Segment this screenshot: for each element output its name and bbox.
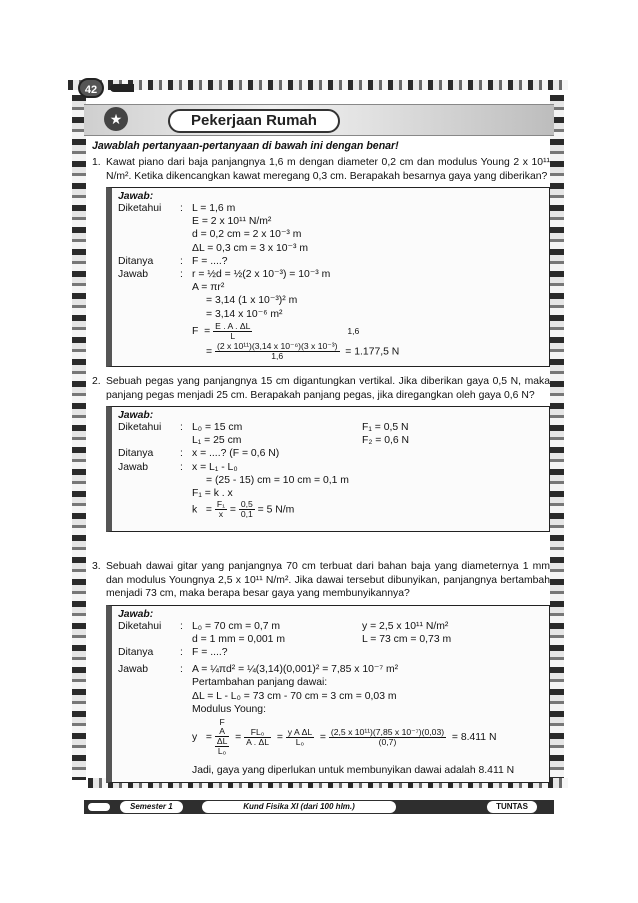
- asked-value: F = ....?: [192, 646, 228, 658]
- label-ditanya: Ditanya: [118, 646, 154, 658]
- question-text: Sebuah dawai gitar yang panjangnya 70 cm terbuat dari bahan baja yang diameternya 1 mm dan modulus Youngnya 2,5 x 10¹¹ N/m². Jika dawai tersebut dibunyikan, panjangnya bertambah menjadi 73 cm, maka berapa besar gaya yang membunyikannya?: [106, 561, 550, 599]
- fraction-numerator: A: [215, 727, 230, 737]
- footer-tuntas: TUNTAS: [486, 800, 538, 814]
- known-value: L₁ = 25 cm: [192, 435, 242, 447]
- force-result: = 1.177,5 N: [345, 346, 400, 358]
- force-formula: [213, 322, 252, 341]
- y-label: y: [192, 731, 198, 743]
- step: A = ¼πd² = ¼(3,14)(0,001)² = 7,85 x 10⁻⁷ m²: [192, 664, 399, 676]
- fraction-denominator: 1,6: [271, 350, 284, 361]
- known-value: E = 2 x 10¹¹ N/m²: [192, 216, 272, 228]
- young-fraction-compound: [215, 718, 230, 756]
- right-border-decoration: [550, 95, 564, 780]
- step: Modulus Young:: [192, 703, 266, 715]
- fraction-numerator: F₁: [216, 499, 225, 510]
- label-jawab: Jawab: [118, 664, 149, 676]
- question-1: [92, 156, 550, 183]
- young-result: = 8.411 N: [451, 731, 497, 743]
- label-ditanya: Ditanya: [118, 255, 154, 267]
- step: A = πr²: [192, 282, 225, 294]
- colon: :: [180, 620, 183, 632]
- label-ditanya: Ditanya: [118, 448, 154, 460]
- k-fraction: [215, 500, 227, 519]
- answer-box-2: Jawab: Diketahui : L₀ = 15 cm F₁ = 0,5 N L₁ = 25 cm F₂ = 0,6 N Ditanya : x = ....? (F = 0,6 N) Jawab : x = L₁ - L₀ = (25 - 15) cm = 10 cm = 0,1 m F₁ = k . x k = $\frac{\text{F₁}}{x}$ = $\frac{0,5}{0,1}$ = 5 N/m: [106, 406, 550, 532]
- colon: :: [180, 422, 183, 433]
- force-substitution: [215, 342, 340, 361]
- question-text: Kawat piano dari baja panjangnya 1,6 m dengan diameter 0,2 cm dan modulus Young 2 x 10¹¹ N/m². Ketika dikencangkan kawat meregang 0,3 cm. Berapakah besarnya gaya yang diberikan?: [106, 157, 550, 182]
- colon: :: [180, 448, 183, 460]
- page-number: 42: [78, 78, 104, 98]
- label-jawab: Jawab: [118, 269, 149, 281]
- known-value: F₁ = 0,5 N: [362, 422, 409, 433]
- k-result: = 5 N/m: [257, 504, 295, 516]
- known-value: d = 0,2 cm = 2 x 10⁻³ m: [192, 229, 302, 241]
- left-border-decoration: [72, 95, 86, 780]
- question-number: 2.: [92, 376, 101, 387]
- content-area: [92, 140, 550, 783]
- star-icon: ★: [104, 107, 128, 131]
- answer-box-1: Jawab: Diketahui : L = 1,6 m E = 2 x 10¹¹ N/m² d = 0,2 cm = 2 x 10⁻³ m ΔL = 0,3 cm = 3 x 10⁻³ m Ditanya : F = ....? Jawab : r = ½d = ½(2 x 10⁻³) = 10⁻³ m A = πr² = 3,14 (1 x 10⁻³)² m = 3,14 x 10⁻⁶ m² F = $\frac{E . A . \Delta L}{L}$ 1,6 = $\frac{\text{(2 x 10¹¹)(3,14 x 10⁻⁶)(3 x 10⁻³)}}{1,6}$ = 1.177,5 N: [106, 187, 550, 367]
- fraction-denominator: 0,1: [240, 509, 253, 520]
- known-value: y = 2,5 x 10¹¹ N/m²: [362, 620, 449, 632]
- question-number: 3.: [92, 561, 101, 572]
- step: = 3,14 (1 x 10⁻³)² m: [206, 295, 298, 307]
- young-fraction-rearranged: [286, 728, 314, 747]
- known-value: L₀ = 70 cm = 0,7 m: [192, 620, 281, 632]
- asked-value: x = ....? (F = 0,6 N): [192, 448, 280, 460]
- label-diketahui: Diketahui: [118, 422, 162, 433]
- colon: :: [180, 664, 183, 676]
- answer-box-3: Jawab: Diketahui : L₀ = 70 cm = 0,7 m y = 2,5 x 10¹¹ N/m² d = 1 mm = 0,001 m L = 73 cm = 0,73 m Ditanya : F = ....? Jawab : A = ¼πd² = ¼(3,14)(0,001)² = 7,85 x 10⁻⁷ m² Pertambahan panjang dawai: ΔL = L - L₀ = 73 cm - 70 cm = 3 cm = 0,03 m Modulus Young: y = F A ΔL L₀ = $\frac{\text{FL₀}}{A . \Delta L}$ = $\frac{\text{y A ΔL}}{\text{L₀}}$ = $\frac{\text{(2,5 x 10¹¹)(7,85 x 10⁻⁷)(0,03)}}{(0,7)}$ = 8.411 N Jadi, gaya yang diperlukan untuk membunyikan dawai adalah 8.411 N: [106, 605, 550, 783]
- step: F₁ = k . x: [192, 488, 233, 500]
- label-diketahui: Diketahui: [118, 203, 162, 214]
- fraction-denominator: A . ΔL: [246, 736, 270, 747]
- step: x = L₁ - L₀: [192, 461, 238, 473]
- answer-heading: Jawab:: [118, 191, 154, 202]
- arrow-left-icon: [88, 803, 110, 811]
- question-2: [92, 375, 550, 402]
- fraction-numerator: E . A . ΔL: [215, 320, 251, 331]
- arrow-decoration: [110, 84, 150, 92]
- colon: :: [180, 646, 183, 658]
- question-text: Sebuah pegas yang panjangnya 15 cm digantungkan vertikal. Jika diberikan gaya 0,5 N, maka panjang pegas menjadi 25 cm. Berapakah panjang pegas, jika diregangkan oleh gaya 0,6 N?: [106, 376, 550, 401]
- step: r = ½d = ½(2 x 10⁻³) = 10⁻³ m: [192, 269, 331, 281]
- footer-semester: Semester 1: [120, 801, 183, 813]
- asked-value: F = ....?: [192, 255, 228, 267]
- step: = (25 - 15) cm = 10 cm = 0,1 m: [206, 474, 349, 486]
- footer-book-title: Kund Fisika XI (dari 100 hlm.): [202, 801, 396, 813]
- known-value: L = 73 cm = 0,73 m: [362, 633, 452, 645]
- label-jawab: Jawab: [118, 461, 149, 473]
- k-fraction-values: [239, 500, 255, 519]
- fraction-numerator: y A ΔL: [287, 726, 313, 737]
- known-value: F₂ = 0,6 N: [362, 435, 410, 447]
- instruction: Jawablah pertanyaan-pertanyaan di bawah ini dengan benar!: [92, 140, 399, 152]
- known-value: ΔL = 0,3 cm = 3 x 10⁻³ m: [192, 242, 308, 254]
- fraction-denominator: L: [230, 330, 236, 341]
- fraction-denominator: L₀: [295, 736, 305, 747]
- fraction-numerator: (2,5 x 10¹¹)(7,85 x 10⁻⁷)(0,03): [330, 726, 445, 737]
- young-fraction: [244, 728, 271, 747]
- conclusion: Jadi, gaya yang diperlukan untuk membunyikan dawai adalah 8.411 N: [192, 764, 515, 776]
- question-number: 1.: [92, 157, 101, 168]
- fraction-denominator: x: [218, 509, 224, 520]
- fraction-numerator: 0,5: [240, 499, 253, 510]
- question-3: [92, 560, 550, 601]
- step: ΔL = L - L₀ = 73 cm - 70 cm = 3 cm = 0,03 m: [192, 690, 397, 702]
- fraction-numerator: (2 x 10¹¹)(3,14 x 10⁻⁶)(3 x 10⁻³): [216, 340, 338, 351]
- known-value: d = 1 mm = 0,001 m: [192, 633, 285, 645]
- aside-value: 1,6: [347, 325, 360, 336]
- colon: :: [180, 203, 183, 214]
- label-diketahui: Diketahui: [118, 620, 162, 632]
- answer-heading: Jawab:: [118, 608, 154, 620]
- fraction-denominator: (0,7): [378, 736, 397, 747]
- known-value: L = 1,6 m: [192, 203, 236, 214]
- fraction-top: F: [219, 717, 225, 728]
- page-title: Pekerjaan Rumah: [168, 109, 340, 133]
- step: = 3,14 x 10⁻⁶ m²: [206, 308, 283, 320]
- fraction-numerator: ΔL: [216, 736, 228, 747]
- fraction-numerator: FL₀: [244, 728, 271, 738]
- colon: :: [180, 269, 183, 281]
- colon: :: [180, 461, 183, 473]
- k-label: k: [192, 504, 198, 516]
- answer-heading: Jawab:: [118, 410, 154, 421]
- young-fraction-values: [329, 728, 446, 747]
- known-value: L₀ = 15 cm: [192, 422, 243, 433]
- fraction-denominator: L₀: [217, 746, 227, 757]
- step: Pertambahan panjang dawai:: [192, 677, 328, 689]
- colon: :: [180, 255, 183, 267]
